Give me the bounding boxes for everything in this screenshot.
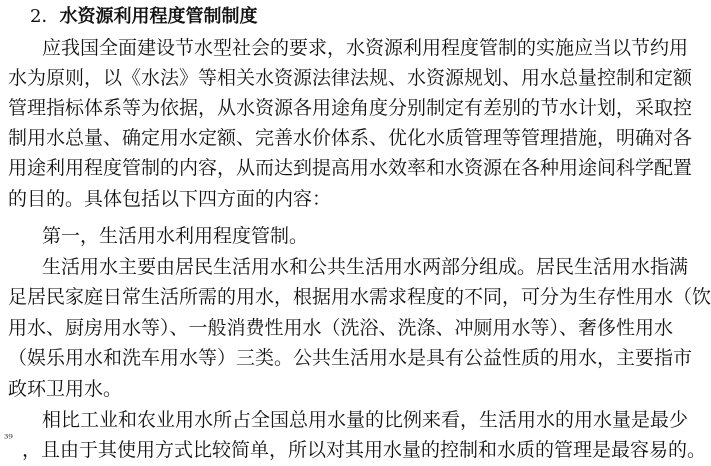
paragraph-line: 水为原则，以《水法》等相关水资源法律法规、水资源规划、用水总量控制和定额 [8, 67, 693, 89]
section-title: 水资源利用程度管制制度 [59, 6, 258, 27]
section-number: 2． [30, 6, 60, 27]
paragraph-line: （娱乐用水和洗车用水等）三类。公共生活用水是具有公益性质的用水，主要指市 [8, 347, 693, 369]
paragraph-line: 用途利用程度管制的内容，从而达到提高用水效率和水资源在各种用途间科学配置 [8, 157, 693, 179]
paragraph-line: 生活用水主要由居民生活用水和公共生活用水两部分组成。居民生活用水指满 [42, 256, 689, 278]
paragraph-line: 应我国全面建设节水型社会的要求，水资源利用程度管制的实施应当以节约用 [42, 37, 689, 59]
paragraph-line: 相比工业和农业用水所占全国总用水量的比例来看，生活用水的用水量是最少 [42, 409, 689, 431]
paragraph-line: 的目的。具体包括以下四方面的内容： [8, 188, 332, 210]
paragraph-line: 第一，生活用水利用程度管制。 [42, 225, 309, 247]
section-heading [30, 2, 645, 32]
paragraph-line: 政环卫用水。 [8, 378, 123, 400]
paragraph-line: ，且由于其使用方式比较简单，所以对其用水量的控制和水质的管理是最容易的。 [22, 439, 707, 461]
paragraph-line: 足居民家庭日常生活所需的用水，根据用水需求程度的不同，可分为生存性用水（饮 [8, 286, 711, 308]
paragraph-line: 管理指标体系等为依据，从水资源各用途角度分别制定有差别的节水计划，采取控 [8, 97, 693, 119]
paragraph-line: 制用水总量、确定用水定额、完善水价体系、优化水质管理等管理措施，明确对各 [8, 127, 693, 149]
footnote-marker: ³⁹ [4, 432, 13, 445]
paragraph-line: 用水、厨房用水等）、一般消费性用水（洗浴、洗涤、冲厕用水等）、奢侈性用水 [8, 317, 674, 339]
